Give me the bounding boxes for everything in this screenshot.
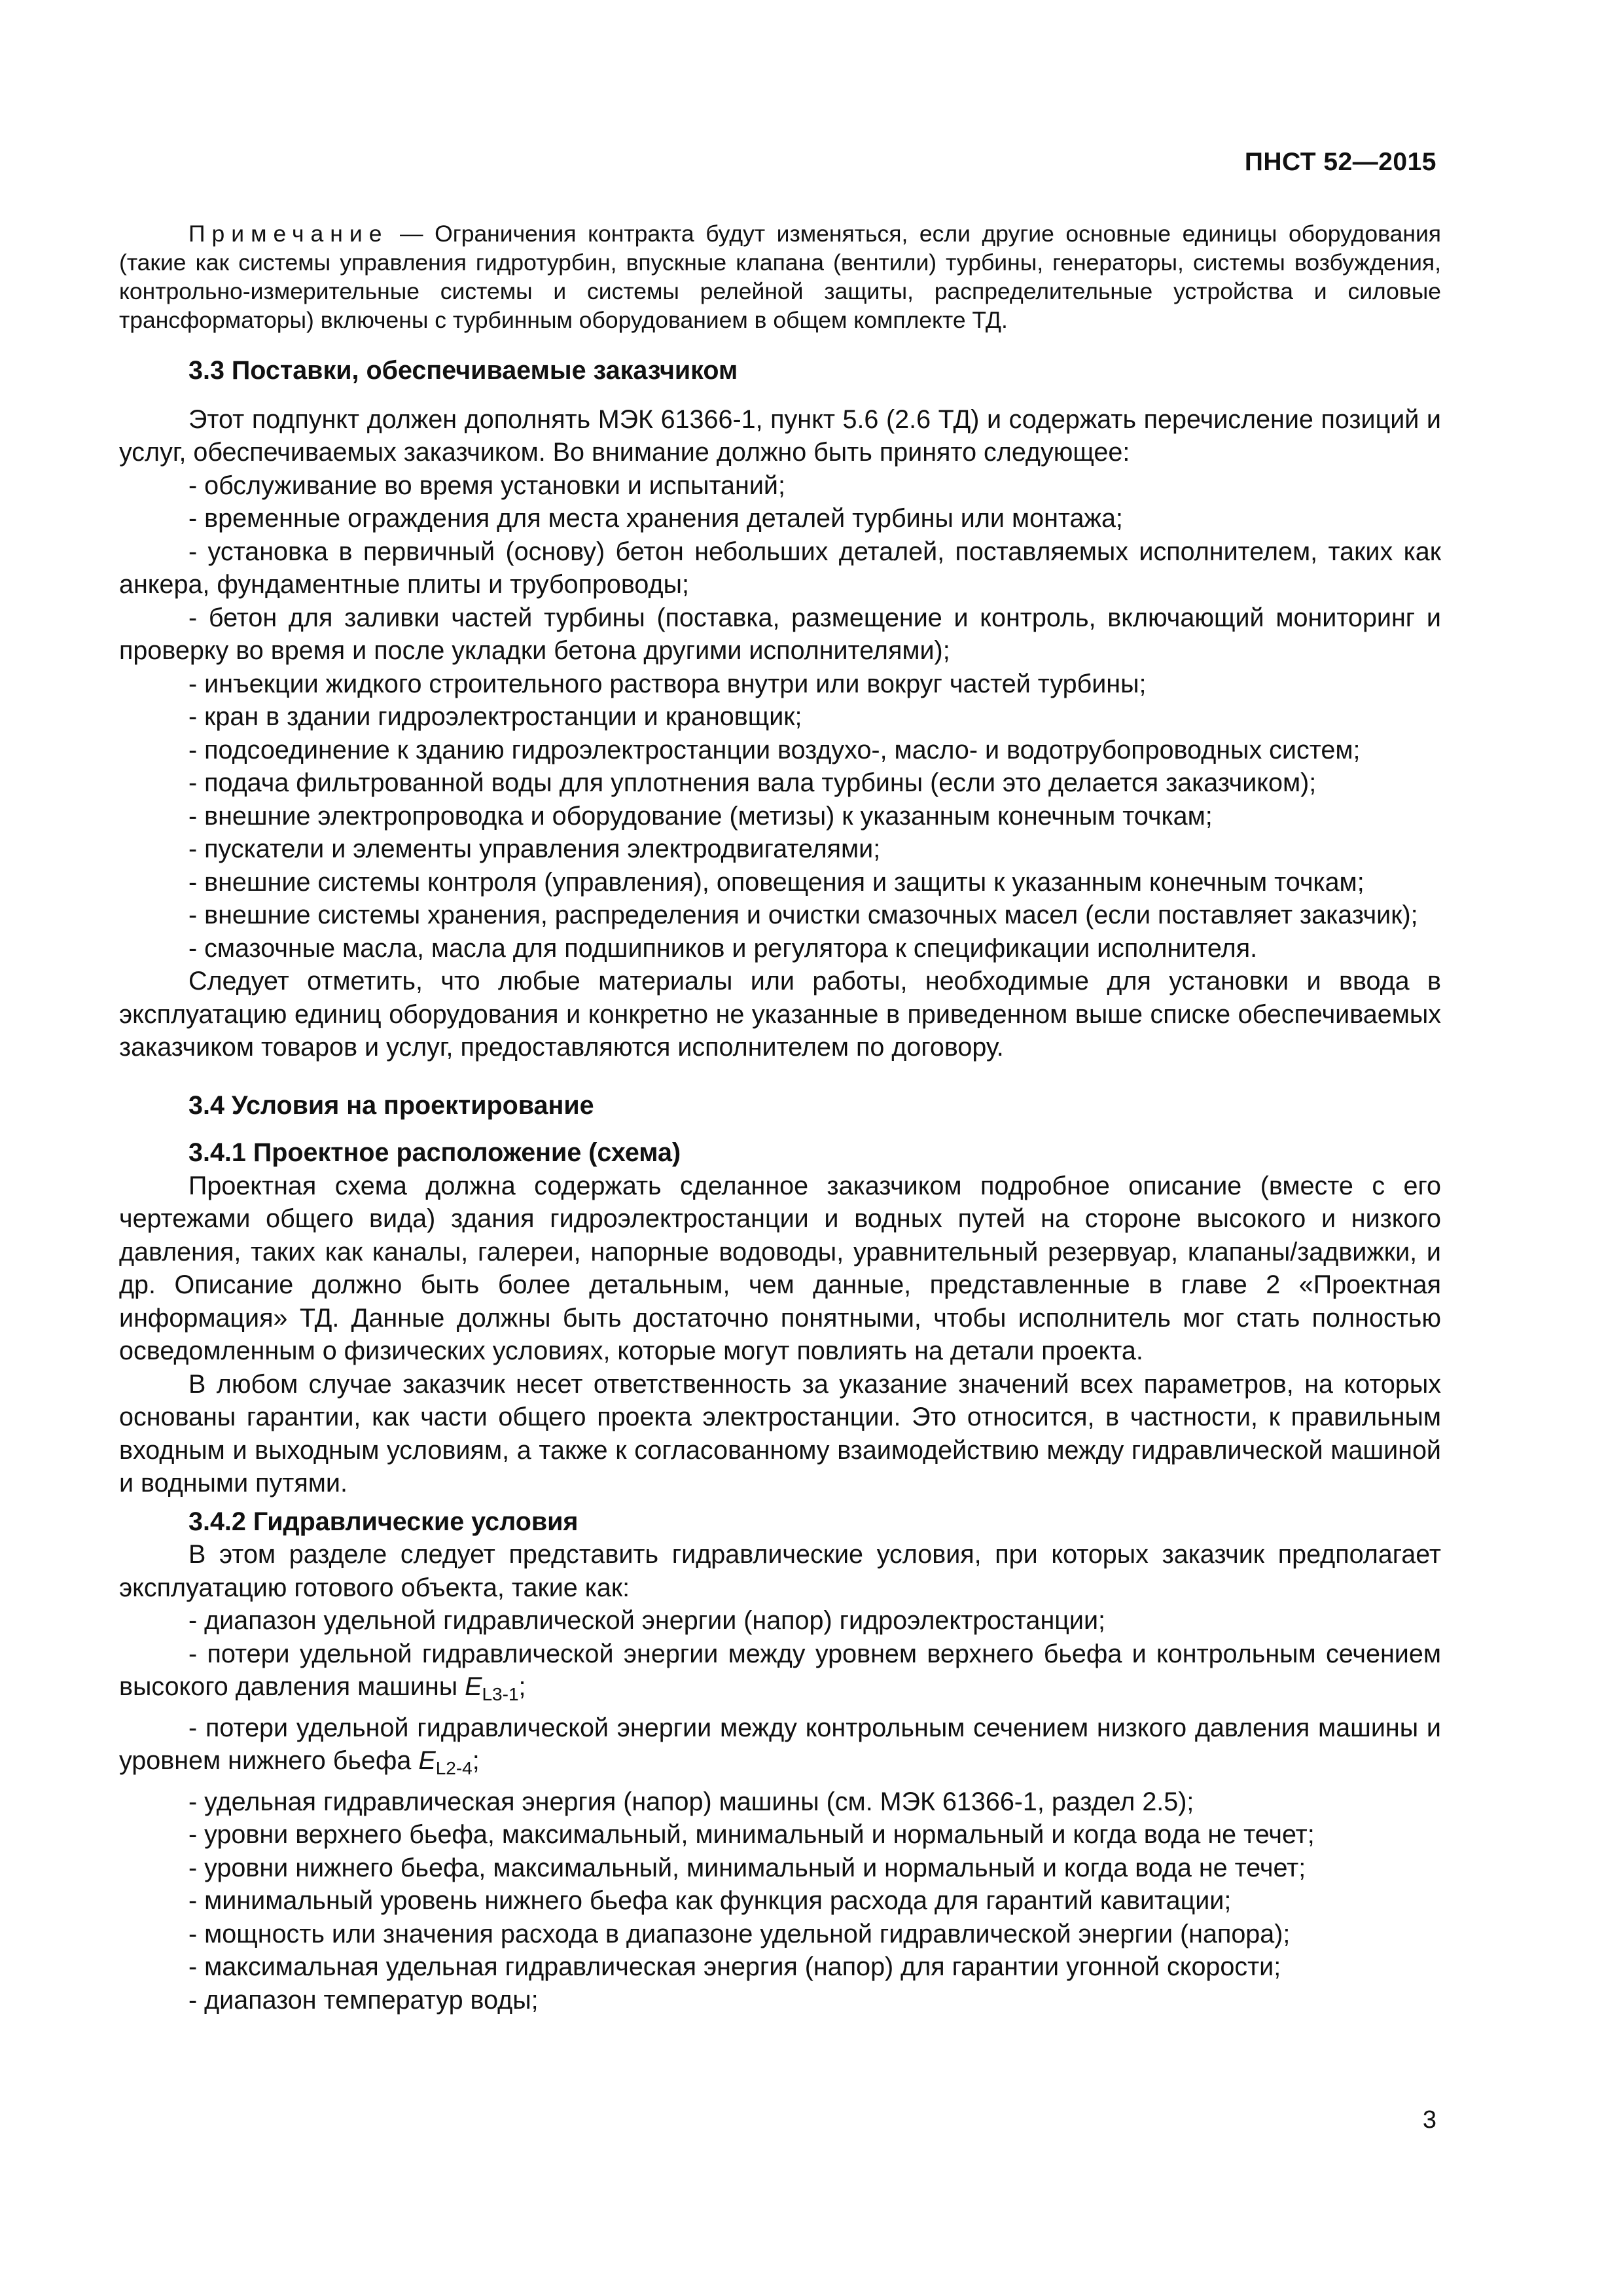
list-item: - минимальный уровень нижнего бьефа как функция расхода для гарантий кавитации; <box>188 1886 1232 1915</box>
section-3-4-heading: 3.4 Условия на проектирование <box>188 1090 594 1120</box>
list-item: - диапазон удельной гидравлической энергии (напор) гидроэлектростанции; <box>188 1606 1106 1635</box>
symbol-E: E <box>465 1672 482 1701</box>
subscript-l3-1: L3-1 <box>482 1684 519 1704</box>
list-item: - установка в первичный (основу) бетон небольших деталей, поставляемых исполнителем, таких как анкера, фундаментные плиты и трубопроводы; <box>119 537 1441 599</box>
list-item-punct: ; <box>518 1672 526 1701</box>
list-item-punct: ; <box>472 1746 480 1775</box>
list-item: - обслуживание во время установки и испытаний; <box>188 471 785 500</box>
list-item: - диапазон температур воды; <box>188 1985 539 2015</box>
document-code: ПНСТ 52—2015 <box>1244 148 1436 176</box>
section-3-4-2-heading: 3.4.2 Гидравлические условия <box>188 1507 579 1536</box>
note-text: — Ограничения контракта будут изменяться, если другие основные единицы оборудования (такие как системы управления гидротурбин, впускные клапана (вентили) турбины, генераторы, системы возбуждения, контрольно-измерительные системы и системы релейной защиты, распределительные устройства и силовые трансформаторы) включены с турбинным оборудованием в общем комплекте ТД. <box>119 221 1441 333</box>
list-item: - смазочные масла, масла для подшипников и регулятора к спецификации исполнителя. <box>188 933 1258 963</box>
symbol-E: E <box>418 1746 436 1775</box>
list-item: - уровни нижнего бьефа, максимальный, минимальный и нормальный и когда вода не течет; <box>188 1853 1306 1882</box>
list-item: - максимальная удельная гидравлическая энергия (напор) для гарантии угонной скорости; <box>188 1952 1281 1981</box>
list-item: - инъекции жидкого строительного раствора внутри или вокруг частей турбины; <box>188 669 1147 698</box>
list-item: - подсоединение к зданию гидроэлектростанции воздухо-, масло- и водотрубопроводных систем; <box>188 735 1361 764</box>
list-item: - удельная гидравлическая энергия (напор) машины (см. МЭК 61366-1, раздел 2.5); <box>188 1787 1194 1816</box>
list-item: - внешние электропроводка и оборудование (метизы) к указанным конечным точкам; <box>188 801 1213 831</box>
list-item-text: - потери удельной гидравлической энергии между уровнем верхнего бьефа и контрольным сечением высокого давления машины <box>119 1639 1441 1701</box>
subscript-l2-4: L2-4 <box>435 1758 473 1778</box>
list-item: - внешние системы хранения, распределения и очистки смазочных масел (если поставляет заказчик); <box>188 901 1418 929</box>
note-label: Примечание <box>188 221 389 247</box>
list-item: - мощность или значения расхода в диапазоне удельной гидравлической энергии (напора); <box>188 1919 1291 1948</box>
list-item-text: - потери удельной гидравлической энергии между контрольным сечением низкого давления машины и уровнем нижнего бьефа <box>119 1713 1441 1775</box>
section-3-3-closing: Следует отметить, что любые материалы или работы, необходимые для установки и ввода в эксплуатацию единиц оборудования и конкретно не указанные в приведенном выше списке обеспечиваемых заказчиком товаров и услуг, предоставляются исполнителем по договору. <box>119 967 1441 1062</box>
page-content <box>119 219 1441 2017</box>
section-3-4-1-paragraph: Проектная схема должна содержать сделанное заказчиком подробное описание (вместе с его чертежами общего вида) здания гидроэлектростанции и водных путей на стороне высокого и низкого давления, таких как каналы, галереи, напорные водоводы, уравнительный резервуар, клапаны/задвижки, и др. Описание должно быть более детальным, чем данные, представленные в главе 2 «Проектная информация» ТД. Данные должны быть достаточно понятными, чтобы исполнитель мог стать полностью осведомленным о физических условиях, которые могут повлиять на детали проекта. <box>119 1171 1441 1365</box>
section-3-3-intro: Этот подпункт должен дополнять МЭК 61366-1, пункт 5.6 (2.6 ТД) и содержать перечисление позиций и услуг, обеспечиваемых заказчиком. Во внимание должно быть принято следующее: <box>119 404 1441 467</box>
section-3-3-heading: 3.3 Поставки, обеспечиваемые заказчиком <box>188 356 738 385</box>
list-item: - бетон для заливки частей турбины (поставка, размещение и контроль, включающий мониторинг и проверку во время и после укладки бетона другими исполнителями); <box>119 603 1441 665</box>
section-3-4-1-heading: 3.4.1 Проектное расположение (схема) <box>188 1138 681 1167</box>
list-item: - кран в здании гидроэлектростанции и крановщик; <box>188 702 802 731</box>
list-item: - подача фильтрованной воды для уплотнения вала турбины (если это делается заказчиком); <box>188 768 1317 797</box>
list-item: - пускатели и элементы управления электродвигателями; <box>188 834 881 863</box>
section-3-4-1-paragraph: В любом случае заказчик несет ответственность за указание значений всех параметров, на которых основаны гарантии, как части общего проекта электростанции. Это относится, в частности, к правильным входным и выходным условиям, а также к согласованному взаимодействию между гидравлической машиной и водными путями. <box>119 1369 1441 1498</box>
list-item <box>119 1638 1441 1712</box>
page-number: 3 <box>1422 2106 1436 2134</box>
list-item: - временные ограждения для места хранения деталей турбины или монтажа; <box>188 504 1123 533</box>
section-3-4-2-intro: В этом разделе следует представить гидравлические условия, при которых заказчик предполагает эксплуатацию готового объекта, такие как: <box>119 1540 1441 1602</box>
list-item <box>119 1712 1441 1785</box>
list-item: - уровни верхнего бьефа, максимальный, минимальный и нормальный и когда вода не течет; <box>188 1820 1315 1849</box>
list-item: - внешние системы контроля (управления), оповещения и защиты к указанным конечным точкам; <box>188 867 1364 897</box>
note-paragraph <box>119 219 1441 334</box>
